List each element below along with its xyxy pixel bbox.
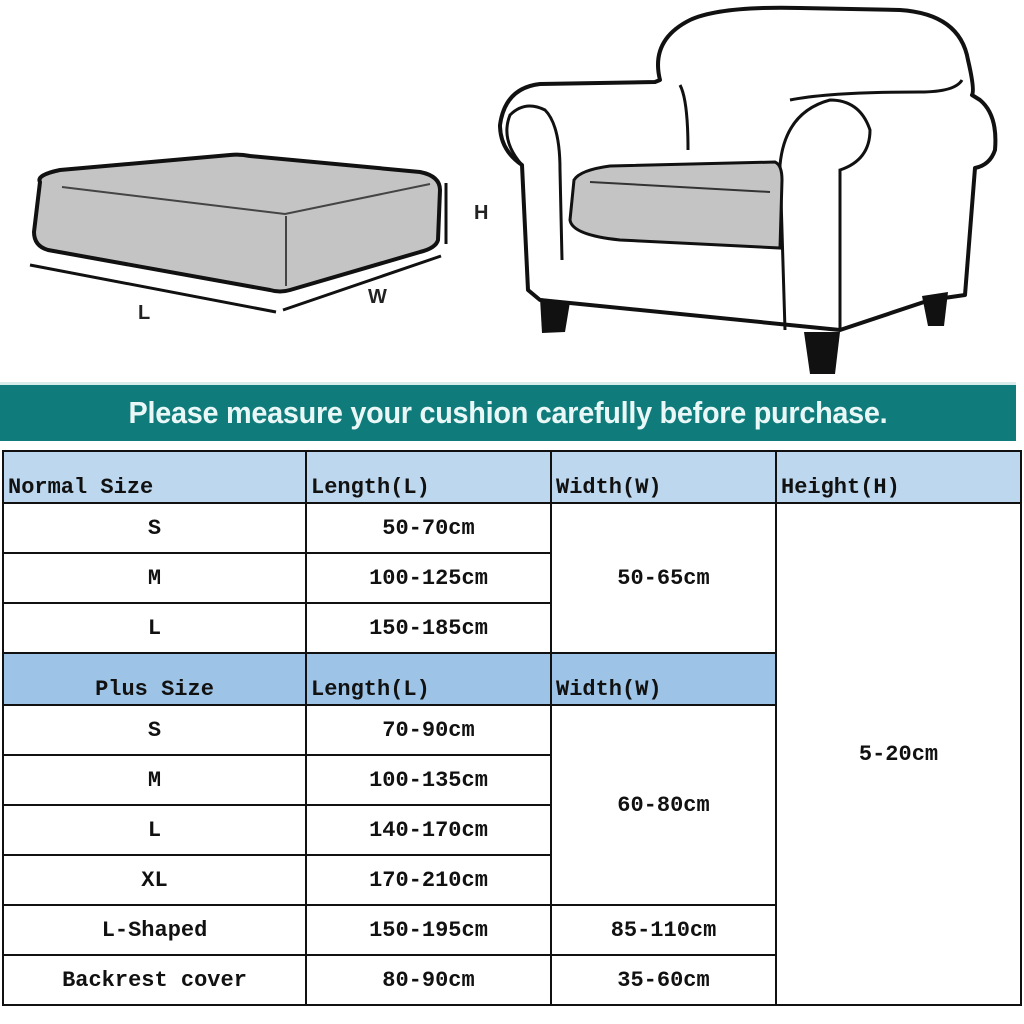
height-label: H [474,202,489,224]
size-cell: Backrest cover [3,955,306,1005]
table-row [3,503,1021,553]
plus-width-cell: 60-80cm [551,705,776,905]
size-cell: S [3,705,306,755]
size-cell: L [3,603,306,653]
length-cell: 100-135cm [306,755,551,805]
size-cell: M [3,755,306,805]
length-cell: 170-210cm [306,855,551,905]
size-cell: L [3,805,306,855]
cushion-diagram-icon [0,0,1024,382]
header-plus-width: Width(W) [551,653,776,705]
size-cell: XL [3,855,306,905]
length-cell: 80-90cm [306,955,551,1005]
size-cell: S [3,503,306,553]
length-cell: 140-170cm [306,805,551,855]
length-cell: 100-125cm [306,553,551,603]
normal-size-header-row [3,451,1021,503]
size-cell: M [3,553,306,603]
length-cell: 50-70cm [306,503,551,553]
length-cell: 150-195cm [306,905,551,955]
header-normal-size: Normal Size [3,451,306,503]
header-height: Height(H) [776,451,1021,503]
size-cell: L-Shaped [3,905,306,955]
header-width: Width(W) [551,451,776,503]
normal-width-cell: 50-65cm [551,503,776,653]
length-label: L [138,302,151,324]
length-cell: 150-185cm [306,603,551,653]
measure-notice-banner [0,382,1016,441]
width-cell: 35-60cm [551,955,776,1005]
product-illustration [0,0,1024,382]
height-cell: 5-20cm [776,503,1021,1005]
header-plus-size: Plus Size [3,653,306,705]
header-plus-length: Length(L) [306,653,551,705]
banner-text: Please measure your cushion carefully before purchase. [128,395,888,430]
length-cell: 70-90cm [306,705,551,755]
width-label: W [368,286,387,308]
header-length: Length(L) [306,451,551,503]
size-chart-table [2,450,1022,1006]
width-cell: 85-110cm [551,905,776,955]
